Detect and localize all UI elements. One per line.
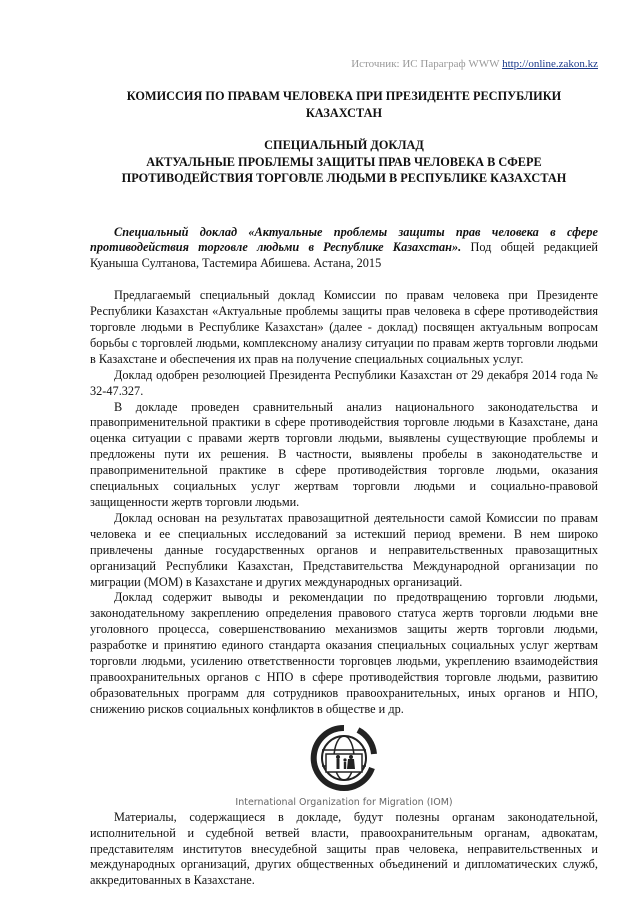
paragraph: Доклад содержит выводы и рекомендации по предотвращению торговли людьми, законодательному закреплению определения правового статуса жертв торговли людьми вне уголовного процесса, совершенствованию механизмов защиты жертв торговли людьми, разработке и принятию единого стандарта оказания специальных социальных услуг жертвам торговли людьми, усилению ответственности торговцев людьми, укреплению взаимодействия правоохранительных органов с НПО в сфере противодействия торговле людьми, развитию образовательных программ для сотрудников правоохранительных, иных органов и НПО, снижению рисков социальных конфликтов в обществе и др. <box>90 590 598 716</box>
commission-title: КОМИССИЯ ПО ПРАВАМ ЧЕЛОВЕКА ПРИ ПРЕЗИДЕНТЕ РЕСПУБЛИКИ КАЗАХСТАН <box>126 89 562 120</box>
report-heading: СПЕЦИАЛЬНЫЙ ДОКЛАД <box>264 138 424 152</box>
iom-caption: International Organization for Migration (IOM) <box>235 796 453 808</box>
source-line <box>90 58 598 76</box>
source-link[interactable]: http://online.zakon.kz <box>502 58 598 70</box>
report-title: АКТУАЛЬНЫЕ ПРОБЛЕМЫ ЗАЩИТЫ ПРАВ ЧЕЛОВЕКА В СФЕРЕ ПРОТИВОДЕЙСТВИЯ ТОРГОВЛЕ ЛЮДЬМИ В РЕСПУБЛИКЕ КАЗАХСТАН <box>121 154 567 185</box>
final-paragraph: Материалы, содержащиеся в докладе, будут полезны органам законодательной, исполнительной и судебной ветвей власти, правоохранительным органам, адвокатам, представителям институтов внесудебной защиты прав человека, неправительственных и международных организаций, других общественных объединений и дипломатических служб, аккредитованных в Казахстане. <box>90 809 598 888</box>
paragraph: Предлагаемый специальный доклад Комиссии по правам человека при Президенте Республики Казахстан «Актуальные проблемы защиты прав человека в сфере противодействия торговле людьми в Республике Казахстан» (далее - доклад) посвящен актуальным вопросам борьбы с торговлей людьми, комплексному анализу ситуации по правам жертв торговли людьми в Казахстане и обеспечения их прав на получение специальных социальных услуг. <box>90 288 598 366</box>
paragraph: Доклад основан на результатах правозащитной деятельности самой Комиссии по правам человека и ее специальных исследований за истекший период времени. В нем широко привлечены данные государственных органов и неправительственных правозащитных организаций Республики Казахстан, Представительства Международной организации по миграции (МОМ) в Казахстане и других международных организаций. <box>90 510 598 589</box>
paragraph: Доклад одобрен резолюцией Президента Республики Казахстан от 29 декабря 2014 года № 32-47.327. <box>90 367 598 398</box>
citation-paragraph <box>90 225 598 273</box>
iom-logo <box>90 724 598 797</box>
source-prefix: Источник: ИС Параграф WWW <box>351 58 500 70</box>
document-page <box>90 58 598 889</box>
citation-rest: Под общей редакцией Куаныша Султанова, Тастемира Абишева. Астана, 2015 <box>90 240 599 271</box>
citation-title: Специальный доклад «Актуальные проблемы защиты прав человека в сфере противодействия торговле людьми в Республике Казахстан». <box>90 224 598 255</box>
paragraph: В докладе проведен сравнительный анализ национального законодательства и правоприменительной практики в сфере противодействия торговле людьми в Казахстане, дана оценка ситуации с правами жертв торговли людьми, выявлены существующие проблемы и предложены пути их решения. В частности, выявлены пробелы в законодательстве и правоприменительной практике в сфере противодействия торговле людьми, оказания специальных социальных услуг жертвам торговли людьми и социально-правовой защищенности жертв торговли людьми. <box>90 399 598 509</box>
iom-globe-icon <box>308 724 380 792</box>
